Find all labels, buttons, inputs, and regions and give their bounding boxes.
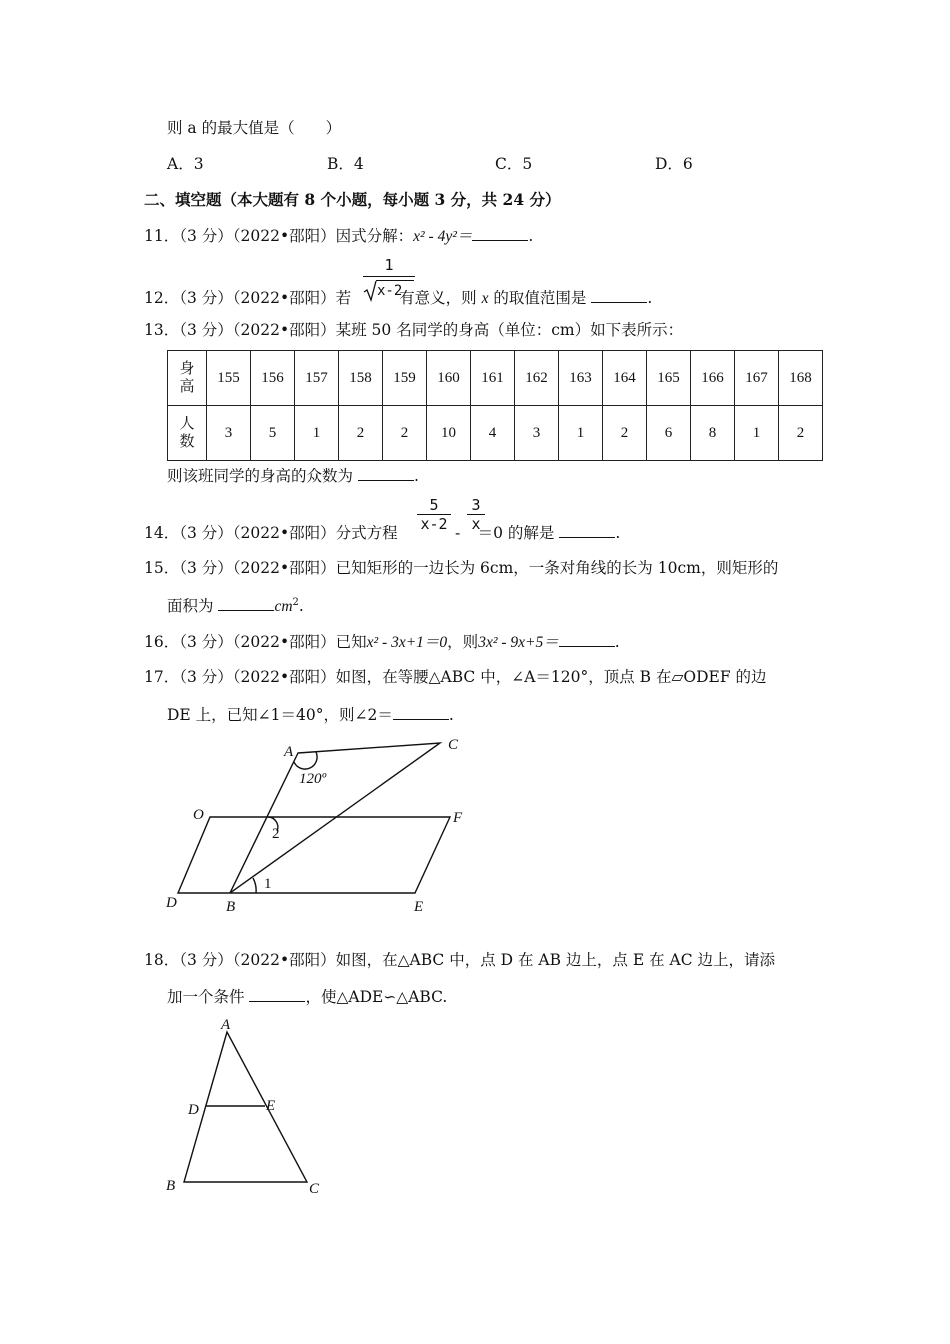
q13-number: 13． <box>144 321 180 339</box>
q16-end: . <box>614 633 620 651</box>
q13-text: 某班 50 名同学的身高（单位：cm）如下表所示： <box>335 321 684 339</box>
q14-answer-blank <box>559 523 615 538</box>
figure-17 <box>150 728 490 920</box>
table-cell: 162 <box>515 351 559 406</box>
label-angle-2: 2 <box>272 826 280 842</box>
q18-number: 18． <box>144 951 180 969</box>
table-cell: 6 <box>647 406 691 461</box>
label-angle-1: 1 <box>264 876 272 892</box>
table-cell: 8 <box>691 406 735 461</box>
q14-meta: （3 分）（2022•邵阳） <box>179 524 336 542</box>
section-title: 二、填空题（本大题有 8 个小题，每小题 3 分，共 24 分） <box>144 190 561 209</box>
label-e: E <box>414 899 424 915</box>
question-11 <box>144 226 533 247</box>
q15-line2: 面积为 $cm^2$. <box>167 596 304 615</box>
table-cell: 1 <box>295 406 339 461</box>
q14-text-b: ＝0 的解是 <box>477 524 555 542</box>
figure-18 <box>160 1010 340 1202</box>
q12-text-b: 有意义，则 <box>399 289 477 307</box>
q14-fraction-2 <box>467 496 485 533</box>
q18-answer-blank <box>249 987 305 1002</box>
q12-fraction <box>363 256 415 302</box>
table-row <box>168 406 823 461</box>
q14-fraction-1 <box>417 496 451 533</box>
label-c-18: C <box>309 1181 320 1197</box>
triangle-abc <box>230 743 440 893</box>
q16-meta: （3 分）（2022•邵阳） <box>179 633 336 651</box>
row-header-count: 人数 <box>168 406 207 461</box>
q15-answer-blank <box>218 596 274 611</box>
q15-text: 已知矩形的一边长为 6cm，一条对角线的长为 10cm，则矩形的 <box>335 559 779 577</box>
question-14 <box>144 523 620 543</box>
question-18 <box>144 950 775 970</box>
table-cell: 4 <box>471 406 515 461</box>
q11-expression: x² - 4y²＝ <box>413 228 473 245</box>
label-f: F <box>453 810 463 826</box>
table-cell: 155 <box>207 351 251 406</box>
triangle-abc-18 <box>184 1032 307 1182</box>
q12-text-c: 的取值范围是 <box>493 289 587 307</box>
label-d-18: D <box>188 1102 199 1118</box>
table-cell: 159 <box>383 351 427 406</box>
q15-number: 15． <box>144 559 180 577</box>
q18-line2: 加一个条件 ，使△ADE∽△ABC. <box>167 988 448 1006</box>
question-13 <box>144 320 683 340</box>
table-cell: 156 <box>251 351 295 406</box>
q14-f1-denominator: x-2 <box>420 515 448 533</box>
parallelogram-odef <box>178 817 450 893</box>
table-cell: 5 <box>251 406 295 461</box>
question-16 <box>144 632 620 653</box>
q13-meta: （3 分）（2022•邵阳） <box>179 321 336 339</box>
table-cell: 163 <box>559 351 603 406</box>
label-a: A <box>284 744 294 760</box>
height-table <box>167 350 823 461</box>
q14-f1-numerator: 5 <box>417 496 451 515</box>
question-15 <box>144 558 778 578</box>
q11-text: 因式分解： <box>335 227 414 245</box>
q11-number: 11． <box>144 227 180 245</box>
q10-option-a: A．3 <box>167 155 204 173</box>
table-cell: 1 <box>735 406 779 461</box>
q14-minus: - <box>455 524 461 542</box>
table-cell: 157 <box>295 351 339 406</box>
table-cell: 10 <box>427 406 471 461</box>
table-cell: 2 <box>779 406 823 461</box>
q11-answer-blank <box>472 226 528 241</box>
table-cell: 1 <box>559 406 603 461</box>
q13-tail: 则该班同学的身高的众数为 . <box>167 467 419 485</box>
q15-meta: （3 分）（2022•邵阳） <box>179 559 336 577</box>
table-row <box>168 351 823 406</box>
q14-number: 14． <box>144 524 180 542</box>
table-cell: 2 <box>339 406 383 461</box>
table-cell: 166 <box>691 351 735 406</box>
table-cell: 2 <box>603 406 647 461</box>
table-cell: 164 <box>603 351 647 406</box>
table-cell: 2 <box>383 406 427 461</box>
q11-end: . <box>528 227 534 245</box>
table-cell: 168 <box>779 351 823 406</box>
q14-end: . <box>615 524 621 542</box>
q13-answer-blank <box>358 466 414 481</box>
table-cell: 3 <box>515 406 559 461</box>
q16-expression-1: x² - 3x+1＝0 <box>366 634 448 651</box>
angle-1-arc <box>253 878 256 893</box>
q14-f2-numerator: 3 <box>467 496 485 515</box>
q12-answer-blank <box>591 288 647 303</box>
table-cell: 3 <box>207 406 251 461</box>
label-a-18: A <box>221 1017 231 1033</box>
q16-text-b: ，则 <box>447 633 479 651</box>
q10-option-c: C．5 <box>495 155 533 173</box>
q12-number: 12． <box>144 289 180 307</box>
q17-text: 如图，在等腰△ABC 中，∠A＝120°，顶点 B 在▱ODEF 的边 <box>335 668 767 686</box>
q14-text-a: 分式方程 <box>335 524 398 542</box>
question-17 <box>144 667 767 687</box>
q16-text-a: 已知 <box>335 633 367 651</box>
label-o: O <box>193 807 204 823</box>
label-angle-120: 120º <box>299 771 327 787</box>
q18-meta: （3 分）（2022•邵阳） <box>179 951 336 969</box>
q17-line2: DE 上，已知∠1＝40°，则∠2＝ . <box>167 706 454 724</box>
q10-option-b: B．4 <box>327 155 364 173</box>
q17-meta: （3 分）（2022•邵阳） <box>179 668 336 686</box>
q16-expression-2: 3x² - 9x+5＝ <box>478 634 559 651</box>
label-d: D <box>166 895 177 911</box>
table-cell: 161 <box>471 351 515 406</box>
q12-meta: （3 分）（2022•邵阳） <box>179 289 336 307</box>
q18-text: 如图，在△ABC 中，点 D 在 AB 边上，点 E 在 AC 边上，请添 <box>335 951 775 969</box>
table-cell: 158 <box>339 351 383 406</box>
table-cell: 165 <box>647 351 691 406</box>
label-e-18: E <box>266 1098 276 1114</box>
q16-number: 16． <box>144 633 180 651</box>
label-b-18: B <box>166 1178 176 1194</box>
q12-var: x <box>481 290 489 307</box>
table-cell: 160 <box>427 351 471 406</box>
sqrt-icon <box>363 280 377 302</box>
q10-tail: 则 a 的最大值是（ ） <box>167 119 342 137</box>
table-cell: 167 <box>735 351 779 406</box>
q14-f2-denominator: x <box>471 515 481 533</box>
q17-number: 17． <box>144 668 180 686</box>
label-b: B <box>226 899 236 915</box>
row-header-height: 身高 <box>168 351 207 406</box>
q11-meta: （3 分）（2022•邵阳） <box>179 227 336 245</box>
q12-fraction-numerator: 1 <box>384 256 394 274</box>
q17-answer-blank <box>393 705 449 720</box>
q16-answer-blank <box>559 632 615 647</box>
label-c: C <box>448 737 459 753</box>
q12-fraction-denominator: x-2 <box>377 283 403 299</box>
q12-text-a: 若 <box>335 289 352 307</box>
q10-option-d: D．6 <box>655 155 693 173</box>
q12-end: . <box>647 289 653 307</box>
